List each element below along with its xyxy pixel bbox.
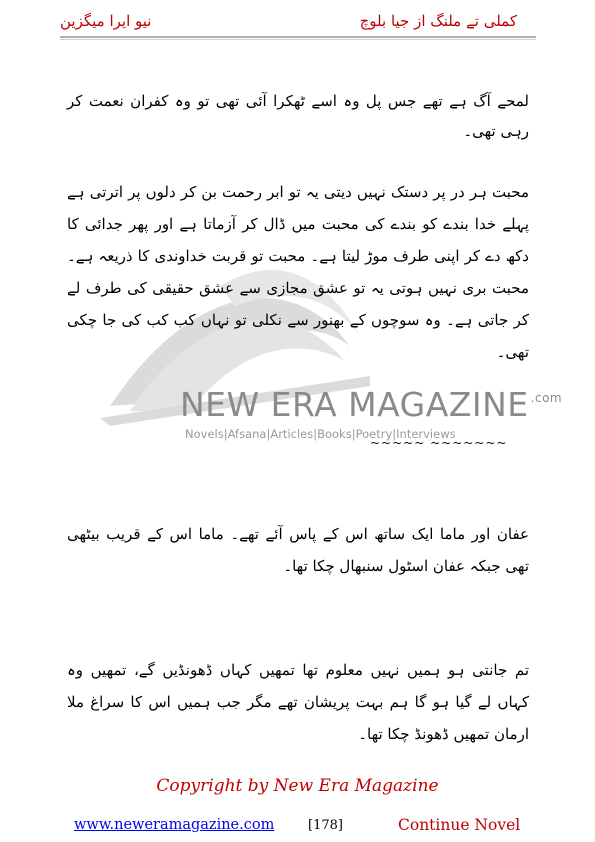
header-magazine-name: نیو ایرا میگزین bbox=[60, 12, 152, 30]
page-number: [178] bbox=[308, 818, 343, 833]
paragraph-3: عفان اور ماما ایک ساتھ اس کے پاس آئے تھے۔ ماما اس کے قریب بیٹھی تھی جبکہ عفان اسٹول سنبھال چکا تھا۔ bbox=[67, 525, 529, 575]
header-book-title: کملی تے ملنگ از جیا بلوچ bbox=[359, 12, 517, 30]
website-link[interactable]: www.neweramagazine.com bbox=[74, 817, 275, 833]
paragraph-2: محبت ہر در پر دستک نہیں دیتی یہ تو ابر رحمت بن کر دلوں پر اترتی ہے پہلے خدا بندے کو بندے کی محبت میں ڈال کر آزماتا ہے اور پھر جدائی کا دکھ دے کر اپنی طرف موڑ لیتا ہے۔ محبت تو قربت خداوندی کا ذریعہ ہے۔ محبت بری نہیں ہوتی یہ تو عشق مجازی سے عشق حقیقی کی طرف لے کر جاتی ہے۔ وہ سوچوں کے بھنور سے نکلی تو نہاں کب کب کی جا چکی تھی۔ bbox=[67, 183, 529, 361]
paragraph-4: تم جانتی ہو ہمیں نہیں معلوم تھا تمھیں کہاں ڈھونڈیں گے، تمھیں وہ کہاں لے گیا ہو گا ہم بہت پریشان تھے مگر جب ہمیں اس کا سراغ ملا ارمان تمھیں ڈھونڈ چکا تھا۔ bbox=[67, 661, 529, 743]
watermark-title: NEW ERA MAGAZINE $^{.com}$ bbox=[180, 385, 563, 424]
header-rule bbox=[60, 36, 536, 38]
watermark-domain-suffix: .com bbox=[530, 391, 563, 405]
header-rule-thin bbox=[60, 39, 536, 40]
paragraph-1: لمحے آگ ہے تھے جس پل وہ اسے ٹھکرا آئی تھی تو وہ کفران نعمت کر رہی تھی۔ bbox=[67, 92, 529, 140]
section-separator: ~~~~~ ~~~~~~~ bbox=[370, 436, 508, 450]
watermark-subtitle: Novels|Afsana|Articles|Books|Poetry|Interviews bbox=[185, 427, 456, 441]
copyright-notice: Copyright by New Era Magazine bbox=[156, 776, 439, 796]
continue-novel-label: Continue Novel bbox=[398, 816, 521, 834]
